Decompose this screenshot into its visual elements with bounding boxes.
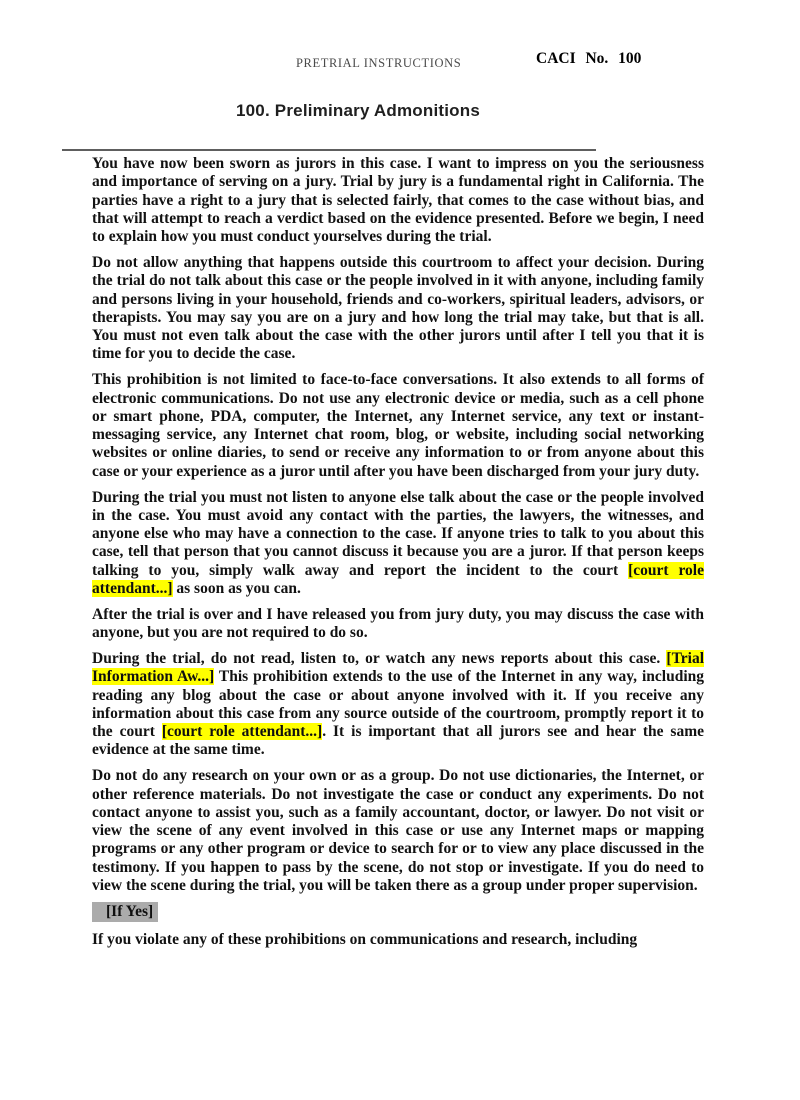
text-run: After the trial is over and I have released you from jury duty, you may discuss the case with anyone, but you are not required to do so.	[92, 605, 704, 642]
text-run: as soon as you can.	[172, 580, 301, 598]
placeholder-field: [court role attendant...]	[161, 723, 323, 741]
page-title: 100. Preliminary Admonitions	[236, 101, 480, 120]
para-after-trial	[92, 606, 704, 643]
para-violation	[92, 931, 704, 949]
running-header-left: PRETRIAL INSTRUCTIONS	[296, 56, 462, 70]
text-run: During the trial you must not listen to anyone else talk about the case or the people involved in the case. You must avoid any contact with the parties, the lawyers, the witnesses, and anyone else who may have a connection to the case. If anyone tries to talk to you about this case, tell that person that you cannot discuss it because you are a juror. If that person keeps talking to you, simply walk away and report the incident to the court	[92, 488, 704, 579]
running-header-right: CACI No. 100	[536, 50, 642, 67]
placeholder-field: [Trial Information Aw...]	[92, 649, 704, 686]
para-news-reports	[92, 650, 704, 760]
document-body	[92, 155, 704, 957]
para-no-research	[92, 767, 704, 895]
text-run: This prohibition extends to the use of the Internet in any way, including reading any blog about the case or about anyone involved with it. If you receive any information about this case from any source outside of the courtroom, promptly report it to the court	[92, 668, 704, 741]
para-electronic-communications	[92, 371, 704, 481]
placeholder-field: [court role attendant...]	[92, 561, 704, 598]
para-if-yes	[92, 903, 704, 921]
text-run: This prohibition is not limited to face-to-face conversations. It also extends to all forms of electronic communications. Do not use any electronic device or media, such as a cell phone or smart phone, PDA, computer, the Internet, any Internet service, any text or instant- messaging service, any Internet chat room, blog, or website, including social networking websites or online diaries, to send or receive any information to or from anyone about this case or your experience as a juror until after you have been discharged from your jury duty.	[92, 371, 704, 480]
para-sworn-jurors	[92, 155, 704, 246]
text-run: If you violate any of these prohibitions on communications and research, including	[92, 931, 638, 949]
text-run: Do not do any research on your own or as a group. Do not use dictionaries, the Internet, or other reference materials. Do not investigate the case or conduct any experiments. Do not contact anyone to assist you, such as a family accountant, doctor, or lawyer. Do not visit or view the scene of any event involved in this case or use any Internet maps or mapping programs or any other program or device to search for or to view any place discussed in the testimony. If you happen to pass by the scene, do not stop or investigate. If you do need to view the scene during the trial, you will be taken there as a group under proper supervision.	[92, 767, 704, 894]
para-outside-influence	[92, 254, 704, 364]
text-run: Do not allow anything that happens outside this courtroom to affect your decision. During the trial do not talk about this case or the people involved in it with anyone, including family and persons living in your household, friends and co-workers, spiritual leaders, advisors, or therapists. You may say you are on a jury and how long the trial may take, but that is all. You must not even talk about the case with the other jurors until after I tell you that it is time for you to decide the case.	[92, 253, 704, 363]
text-run: . It is important that all jurors see and hear the same evidence at the same time.	[92, 723, 704, 759]
text-run: During the trial, do not read, listen to, or watch any news reports about this case.	[92, 649, 667, 667]
placeholder-field: [If Yes]	[92, 902, 158, 922]
text-run: You have now been sworn as jurors in this case. I want to impress on you the seriousness and importance of serving on a jury. Trial by jury is a fundamental right in California. The parties have a right to a jury that is selected fairly, that comes to the case without bias, and that will attempt to reach a verdict based on the evidence presented. Before we begin, I need to explain how you must conduct yourselves during the trial.	[92, 155, 704, 246]
para-no-listening-contact	[92, 489, 704, 599]
title-divider	[62, 149, 596, 151]
